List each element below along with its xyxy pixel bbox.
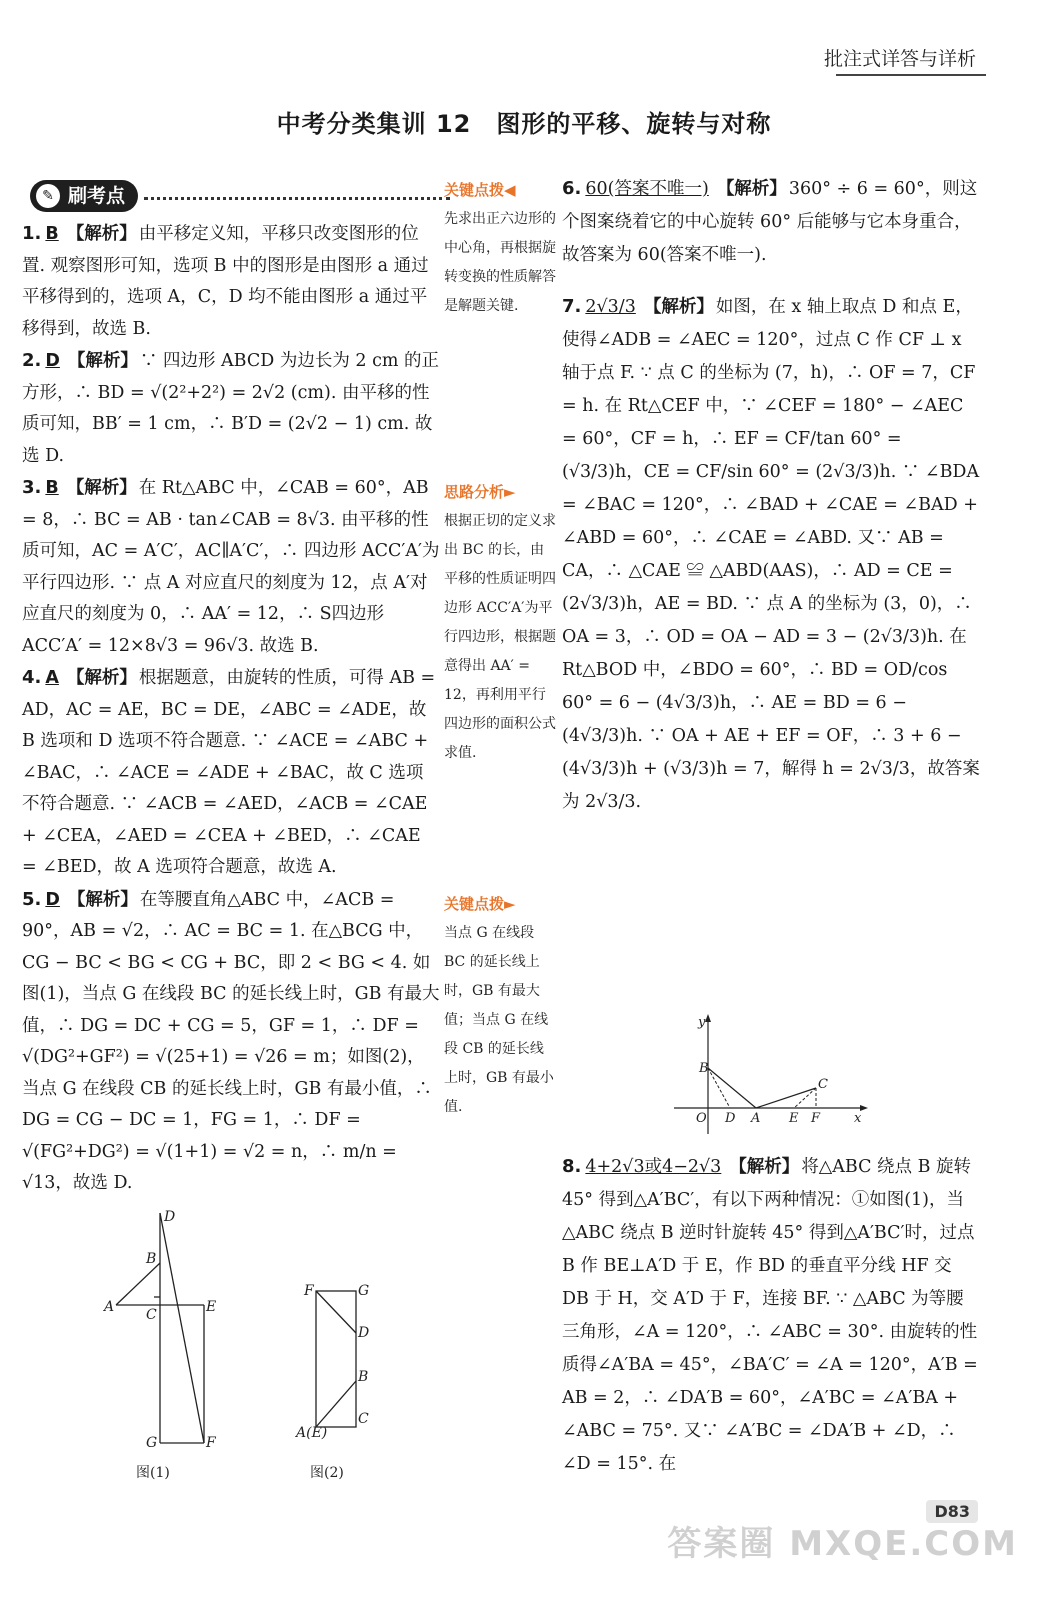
fig2-label-b: B xyxy=(358,1369,369,1385)
fig1-label-g: G xyxy=(146,1435,158,1451)
page-title: 中考分类集训 12 图形的平移、旋转与对称 xyxy=(276,110,772,138)
label-e: E xyxy=(789,1111,799,1126)
page-number: D83 xyxy=(926,1500,978,1523)
list-item xyxy=(22,472,440,662)
item-tag: 【解析】 xyxy=(66,224,137,244)
item-number: 3. xyxy=(22,477,42,498)
label-o: O xyxy=(696,1111,707,1126)
segment-ba xyxy=(708,1068,756,1108)
right-column-bottom xyxy=(562,1150,980,1481)
list-item xyxy=(22,218,440,345)
fig1-caption: 图(1) xyxy=(136,1465,170,1481)
section-badge xyxy=(30,180,138,212)
item-text: 由平移定义知，平移只改变图形的位置. 观察图形可知，选项 B 中的图形是由图形 a 通过平移得到的，选项 A，C，D 均不能由图形 a 通过平移得到，故选 B. xyxy=(22,224,429,339)
item-answer: B xyxy=(45,224,59,244)
item-number: 4. xyxy=(22,667,42,688)
item-tag: 【解析】 xyxy=(66,478,137,498)
fig1-label-e: E xyxy=(206,1299,217,1315)
item-answer: 2√3/3 xyxy=(585,297,636,317)
list-item xyxy=(562,290,980,819)
figures-item5 xyxy=(96,1205,436,1490)
item-number: 2. xyxy=(22,350,42,371)
side-note-title: 思路分析► xyxy=(444,483,516,501)
item-text: 在等腰直角△ABC 中，∠ACB = 90°，AB = √2，∴ AC = BC = 1. 在△BCG 中，CG − BC < BG < CG + BC，即 2 < BG < 4. 如图(1)，当点 G 在线段 BC 的延长线上时，GB 有最大值，∴ DG = DC + CG = 5，GF = 1，∴ DF = √(DG²+GF²) = √(25+1) = √26 = m；如图(2)，当点 G 在线段 CB 的延长线上时，GB 有最小值，∴ DG = CG − DC = 1，FG = 1，∴ DF = √(FG²+DG²) = √(1+1) = √2 = n，∴ m/n = √13，故选 D. xyxy=(22,889,440,1193)
fig2-label-g: G xyxy=(358,1283,370,1299)
item-text: 根据题意，由旋转的性质，可得 AB = AD，AC = AE，BC = DE，∠ABC = ∠ADE，故 B 选项和 D 选项不符合题意. ∵ ∠ACE = ∠ABC + ∠BAC，∴ ∠ACE = ∠ADE + ∠BAC，故 C 选项不符合题意. ∵ ∠ACB = ∠AED，∠ACB = ∠CAE + ∠CEA，∠AED = ∠CEA + ∠BED，∴ ∠CAE = ∠BED，故 A 选项符合题意，故选 A. xyxy=(22,668,436,877)
label-b: B xyxy=(699,1061,709,1076)
fig2-label-c: C xyxy=(358,1411,369,1427)
item-tag: 【解析】 xyxy=(67,889,138,910)
item-number: 7. xyxy=(562,296,582,317)
item-tag: 【解析】 xyxy=(643,297,714,317)
header-rule xyxy=(836,74,986,76)
item-number: 8. xyxy=(562,1156,582,1177)
left-column xyxy=(22,218,440,1200)
list-item xyxy=(562,1150,980,1481)
pen-icon: ✎ xyxy=(36,184,60,208)
item-tag: 【解析】 xyxy=(66,668,137,688)
section-dots xyxy=(144,197,450,200)
item-answer: D xyxy=(45,351,60,371)
item-number: 1. xyxy=(22,223,42,244)
list-item xyxy=(562,172,980,272)
watermark: 答案圈 MXQE.COM xyxy=(667,1524,1018,1564)
item-text: 将△ABC 绕点 B 旋转 45° 得到△A′BC′，有以下两种情况：①如图(1)，当△ABC 绕点 B 逆时针旋转 45° 得到△A′BC′时，过点 B 作 BE⊥A′D 于 E，作 BD 的垂直平分线 HF 交 DB 于 H，交 A′D 于 F，连接 BF. ∵ △ABC 为等腰三角形，∠A = 120°，∴ ∠ABC = 30°. 由旋转的性质得∠A′BA = 45°，∠BA′C′ = ∠A = 120°，A′B = AB = 2，∴ ∠DA′B = 60°，∠A′BC = ∠A′BA + ∠ABC = 75°. 又∵ ∠A′BC = ∠DA′B + ∠D，∴ ∠D = 15°. 在 xyxy=(562,1157,978,1474)
label-f: F xyxy=(811,1111,821,1126)
side-note xyxy=(444,478,556,768)
list-item xyxy=(22,884,440,1200)
section-header xyxy=(30,180,450,216)
segment-ac xyxy=(756,1088,816,1108)
item-tag: 【解析】 xyxy=(716,179,787,199)
list-item xyxy=(22,345,440,472)
label-d: D xyxy=(725,1111,736,1126)
item-answer: B xyxy=(45,478,59,498)
header-label: 批注式详答与详析 xyxy=(823,48,976,70)
side-note-text: 先求出正六边形的中心角，再根据旋转变换的性质解答是解题关键. xyxy=(444,211,556,314)
side-note xyxy=(444,176,556,321)
list-item xyxy=(22,662,440,884)
item-answer: D xyxy=(45,889,60,910)
item-text: 如图，在 x 轴上取点 D 和点 E，使得∠ADB = ∠AEC = 120°，过点 C 作 CF ⊥ x 轴于点 F. ∵ 点 C 的坐标为 (7，h)，∴ OF = 7，CF = h. 在 Rt△CEF 中，∵ ∠CEF = 180° − ∠AEC = 60°，CF = h，∴ EF = CF/tan 60° = (√3/3)h，CE = CF/sin 60° = (2√3/3)h. ∵ ∠BDA = ∠BAC = 120°，∴ ∠BAD + ∠CAE = ∠BAD + ∠ABD = 60°，∴ ∠CAE = ∠ABD. 又∵ AB = CA，∴ △CAE ≌ △ABD(AAS)，∴ AD = CE = (2√3/3)h，AE = BD. ∵ 点 A 的坐标为 (3，0)，∴ OA = 3，∴ OD = OA − AD = 3 − (2√3/3)h. 在 Rt△BOD 中，∠BDO = 60°，∴ BD = OD/cos 60° = 6 − (4√3/3)h，∴ AE = BD = 6 − (4√3/3)h. ∵ OA + AE + EF = OF，∴ 3 + 6 − (4√3/3)h + (√3/3)h = 7，解得 h = 2√3/3，故答案为 2√3/3. xyxy=(562,297,980,812)
fig1-label-b: B xyxy=(146,1251,157,1267)
item-tag: 【解析】 xyxy=(729,1157,800,1177)
fig2-caption: 图(2) xyxy=(310,1465,344,1481)
side-note-title: 关键点拨► xyxy=(444,895,516,913)
item-tag: 【解析】 xyxy=(67,351,138,371)
fig1-label-f: F xyxy=(206,1435,216,1451)
fig2-fd xyxy=(316,1291,356,1333)
figure-2 xyxy=(316,1291,356,1427)
item-number: 6. xyxy=(562,178,582,199)
side-note xyxy=(444,890,556,1122)
section-label: 刷考点 xyxy=(68,185,126,207)
item-answer: 4+2√3或4−2√3 xyxy=(585,1157,722,1177)
side-note-title: 关键点拨◀ xyxy=(444,181,516,199)
label-x: x xyxy=(854,1111,862,1126)
fig2-label-d: D xyxy=(358,1325,370,1341)
segment-bd xyxy=(708,1068,730,1108)
fig1-label-d: D xyxy=(164,1209,176,1225)
fig1-label-a: A xyxy=(104,1299,115,1315)
item-answer: A xyxy=(45,668,59,688)
side-note-text: 当点 G 在线段 BC 的延长线上时，GB 有最大值；当点 G 在线段 CB 的延长线上时，GB 有最小值. xyxy=(444,925,554,1115)
segment-ce xyxy=(794,1088,816,1108)
figure-1 xyxy=(116,1213,204,1443)
item-text: 在 Rt△ABC 中，∠CAB = 60°，AB = 8，∴ BC = AB · tan∠CAB = 8√3. 由平移的性质可知，AC = A′C′，AC∥A′C′，∴ 四边形 ACC′A′为平行四边形. ∵ 点 A 对应直尺的刻度为 12，点 A′对应直尺的刻度为 0，∴ AA′ = 12，∴ S四边形ACC′A′ = 12×8√3 = 96√3. 故选 B. xyxy=(22,478,440,656)
label-c: C xyxy=(818,1077,828,1092)
fig1-label-c: C xyxy=(146,1307,157,1323)
fig1-df xyxy=(160,1213,204,1443)
fig2-ba xyxy=(316,1381,356,1427)
item-number: 5. xyxy=(22,888,42,910)
fig1-ab xyxy=(116,1263,160,1305)
item-answer: 60(答案不唯一) xyxy=(585,179,709,199)
label-a: A xyxy=(751,1111,761,1126)
label-y: y xyxy=(698,1015,706,1030)
item-text: 360° ÷ 6 = 60°，则这个图案绕着它的中心旋转 60° 后能够与它本身重合，故答案为 60(答案不唯一). xyxy=(562,179,978,265)
right-column xyxy=(562,172,980,819)
fig2-label-ae: A(E) xyxy=(296,1425,328,1441)
item-text: ∵ 四边形 ABCD 为边长为 2 cm 的正方形，∴ BD = √(2²+2²) = 2√2 (cm). 由平移的性质可知，BB′ = 1 cm，∴ B′D = (2√2 − 1) cm. 故选 D. xyxy=(22,351,440,466)
coordinate-graph xyxy=(672,1012,872,1137)
y-arrow xyxy=(705,1014,711,1022)
fig2-label-f: F xyxy=(304,1283,314,1299)
side-note-text: 根据正切的定义求出 BC 的长，由平移的性质证明四边形 ACC′A′为平行四边形，根据题意得出 AA′ = 12，再利用平行四边形的面积公式求值. xyxy=(444,513,556,761)
